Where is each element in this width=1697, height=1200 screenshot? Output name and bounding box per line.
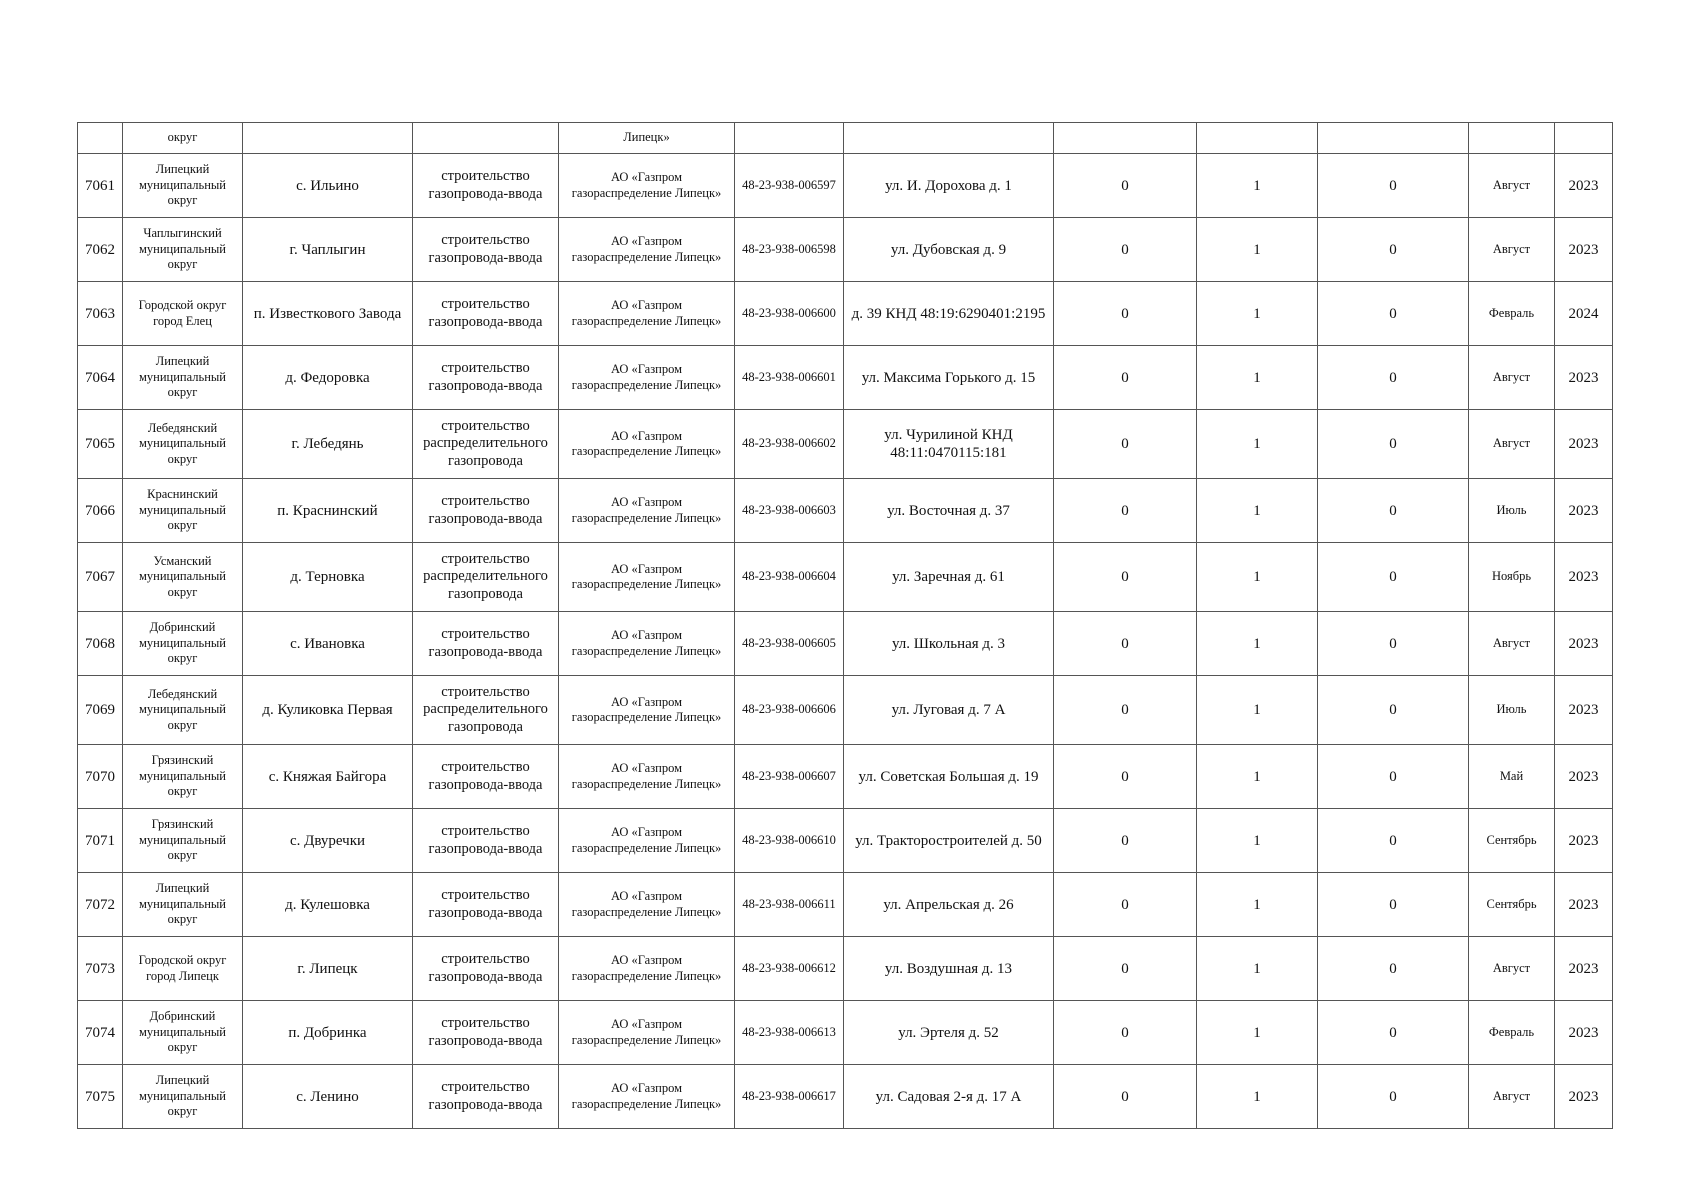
cell-value-1 <box>1054 123 1197 154</box>
cell-work-type: строительство газопровода-ввода <box>413 809 559 873</box>
cell-work-type: строительство газопровода-ввода <box>413 346 559 410</box>
table-row-continued <box>78 123 1613 154</box>
cell-month: Ноябрь <box>1469 543 1555 612</box>
cell-district: Лебедянский муниципальный округ <box>123 410 243 479</box>
gasification-register-table <box>77 122 1613 1129</box>
cell-value-2: 1 <box>1197 410 1318 479</box>
cell-year: 2023 <box>1555 479 1613 543</box>
cell-work-type: строительство газопровода-ввода <box>413 612 559 676</box>
cell-operator: АО «Газпром газораспределение Липецк» <box>559 612 735 676</box>
cell-code: 48-23-938-006598 <box>735 218 844 282</box>
cell-value-3: 0 <box>1318 676 1469 745</box>
cell-address: ул. Дубовская д. 9 <box>844 218 1054 282</box>
cell-operator: АО «Газпром газораспределение Липецк» <box>559 479 735 543</box>
cell-address <box>844 123 1054 154</box>
cell-address: ул. Тракторостроителей д. 50 <box>844 809 1054 873</box>
cell-number: 7065 <box>78 410 123 479</box>
cell-value-1: 0 <box>1054 1001 1197 1065</box>
cell-number: 7061 <box>78 154 123 218</box>
cell-value-3 <box>1318 123 1469 154</box>
cell-district: Липецкий муниципальный округ <box>123 1065 243 1129</box>
cell-code <box>735 123 844 154</box>
cell-settlement: п. Добринка <box>243 1001 413 1065</box>
cell-year: 2023 <box>1555 218 1613 282</box>
cell-operator: АО «Газпром газораспределение Липецк» <box>559 745 735 809</box>
table-row <box>78 809 1613 873</box>
cell-value-2: 1 <box>1197 676 1318 745</box>
cell-number: 7075 <box>78 1065 123 1129</box>
cell-settlement: с. Княжая Байгора <box>243 745 413 809</box>
cell-number: 7067 <box>78 543 123 612</box>
cell-number: 7071 <box>78 809 123 873</box>
cell-work-type <box>413 123 559 154</box>
cell-work-type: строительство газопровода-ввода <box>413 218 559 282</box>
cell-value-1: 0 <box>1054 154 1197 218</box>
cell-value-1: 0 <box>1054 612 1197 676</box>
table-row <box>78 218 1613 282</box>
cell-number: 7064 <box>78 346 123 410</box>
cell-value-3: 0 <box>1318 745 1469 809</box>
cell-code: 48-23-938-006602 <box>735 410 844 479</box>
cell-settlement <box>243 123 413 154</box>
cell-work-type: строительство газопровода-ввода <box>413 154 559 218</box>
cell-value-2: 1 <box>1197 612 1318 676</box>
cell-code: 48-23-938-006607 <box>735 745 844 809</box>
cell-settlement: д. Куликовка Первая <box>243 676 413 745</box>
cell-code: 48-23-938-006612 <box>735 937 844 1001</box>
cell-district: Липецкий муниципальный округ <box>123 873 243 937</box>
cell-value-2: 1 <box>1197 346 1318 410</box>
cell-settlement: г. Чаплыгин <box>243 218 413 282</box>
cell-code: 48-23-938-006597 <box>735 154 844 218</box>
cell-month: Февраль <box>1469 282 1555 346</box>
cell-work-type: строительство распределительного газопровода <box>413 676 559 745</box>
cell-operator: АО «Газпром газораспределение Липецк» <box>559 676 735 745</box>
cell-value-1: 0 <box>1054 410 1197 479</box>
cell-address: ул. Советская Большая д. 19 <box>844 745 1054 809</box>
cell-code: 48-23-938-006605 <box>735 612 844 676</box>
cell-value-1: 0 <box>1054 676 1197 745</box>
cell-year <box>1555 123 1613 154</box>
cell-month: Август <box>1469 218 1555 282</box>
cell-value-2: 1 <box>1197 154 1318 218</box>
cell-value-3: 0 <box>1318 410 1469 479</box>
cell-code: 48-23-938-006610 <box>735 809 844 873</box>
cell-work-type: строительство распределительного газопровода <box>413 410 559 479</box>
cell-district: Липецкий муниципальный округ <box>123 154 243 218</box>
cell-district: Грязинский муниципальный округ <box>123 745 243 809</box>
cell-number: 7068 <box>78 612 123 676</box>
cell-operator: АО «Газпром газораспределение Липецк» <box>559 937 735 1001</box>
cell-value-3: 0 <box>1318 937 1469 1001</box>
cell-address: ул. Луговая д. 7 А <box>844 676 1054 745</box>
table-row <box>78 154 1613 218</box>
cell-work-type: строительство газопровода-ввода <box>413 479 559 543</box>
cell-month: Август <box>1469 1065 1555 1129</box>
cell-address: д. 39 КНД 48:19:6290401:2195 <box>844 282 1054 346</box>
cell-operator: АО «Газпром газораспределение Липецк» <box>559 543 735 612</box>
cell-operator: АО «Газпром газораспределение Липецк» <box>559 873 735 937</box>
cell-value-2: 1 <box>1197 873 1318 937</box>
cell-district: Чаплыгинский муниципальный округ <box>123 218 243 282</box>
cell-value-3: 0 <box>1318 809 1469 873</box>
cell-address: ул. Эртеля д. 52 <box>844 1001 1054 1065</box>
table-row <box>78 479 1613 543</box>
cell-month: Май <box>1469 745 1555 809</box>
cell-code: 48-23-938-006603 <box>735 479 844 543</box>
cell-value-1: 0 <box>1054 1065 1197 1129</box>
cell-settlement: д. Федоровка <box>243 346 413 410</box>
cell-address: ул. Школьная д. 3 <box>844 612 1054 676</box>
cell-value-3: 0 <box>1318 479 1469 543</box>
cell-address: ул. Воздушная д. 13 <box>844 937 1054 1001</box>
table-row <box>78 612 1613 676</box>
cell-address: ул. Чурилиной КНД 48:11:0470115:181 <box>844 410 1054 479</box>
cell-district: Добринский муниципальный округ <box>123 612 243 676</box>
cell-year: 2023 <box>1555 873 1613 937</box>
cell-year: 2023 <box>1555 410 1613 479</box>
cell-settlement: с. Двуречки <box>243 809 413 873</box>
cell-year: 2023 <box>1555 1065 1613 1129</box>
cell-month: Сентябрь <box>1469 809 1555 873</box>
cell-settlement: г. Липецк <box>243 937 413 1001</box>
cell-number: 7074 <box>78 1001 123 1065</box>
cell-district: Добринский муниципальный округ <box>123 1001 243 1065</box>
cell-value-2: 1 <box>1197 218 1318 282</box>
cell-value-1: 0 <box>1054 809 1197 873</box>
cell-value-1: 0 <box>1054 218 1197 282</box>
cell-number <box>78 123 123 154</box>
cell-code: 48-23-938-006600 <box>735 282 844 346</box>
cell-month: Июль <box>1469 479 1555 543</box>
cell-value-2: 1 <box>1197 1065 1318 1129</box>
table-row <box>78 873 1613 937</box>
table-row <box>78 346 1613 410</box>
cell-district: Грязинский муниципальный округ <box>123 809 243 873</box>
cell-settlement: п. Известкового Завода <box>243 282 413 346</box>
cell-year: 2023 <box>1555 1001 1613 1065</box>
cell-value-2: 1 <box>1197 809 1318 873</box>
cell-month <box>1469 123 1555 154</box>
cell-month: Июль <box>1469 676 1555 745</box>
cell-settlement: д. Терновка <box>243 543 413 612</box>
table-row <box>78 676 1613 745</box>
cell-value-2: 1 <box>1197 479 1318 543</box>
cell-settlement: с. Ивановка <box>243 612 413 676</box>
cell-year: 2023 <box>1555 543 1613 612</box>
cell-operator: АО «Газпром газораспределение Липецк» <box>559 154 735 218</box>
cell-operator: АО «Газпром газораспределение Липецк» <box>559 1001 735 1065</box>
cell-operator: АО «Газпром газораспределение Липецк» <box>559 1065 735 1129</box>
cell-value-1: 0 <box>1054 873 1197 937</box>
table-row <box>78 1065 1613 1129</box>
cell-settlement: п. Краснинский <box>243 479 413 543</box>
cell-value-1: 0 <box>1054 479 1197 543</box>
cell-code: 48-23-938-006604 <box>735 543 844 612</box>
cell-code: 48-23-938-006606 <box>735 676 844 745</box>
cell-address: ул. Заречная д. 61 <box>844 543 1054 612</box>
cell-work-type: строительство распределительного газопровода <box>413 543 559 612</box>
cell-value-3: 0 <box>1318 154 1469 218</box>
cell-year: 2023 <box>1555 809 1613 873</box>
cell-work-type: строительство газопровода-ввода <box>413 1001 559 1065</box>
cell-number: 7062 <box>78 218 123 282</box>
cell-number: 7063 <box>78 282 123 346</box>
cell-code: 48-23-938-006611 <box>735 873 844 937</box>
cell-year: 2023 <box>1555 937 1613 1001</box>
cell-value-3: 0 <box>1318 612 1469 676</box>
cell-district: Усманский муниципальный округ <box>123 543 243 612</box>
cell-district: округ <box>123 123 243 154</box>
cell-value-2: 1 <box>1197 543 1318 612</box>
cell-code: 48-23-938-006613 <box>735 1001 844 1065</box>
table-row <box>78 543 1613 612</box>
cell-year: 2023 <box>1555 612 1613 676</box>
cell-work-type: строительство газопровода-ввода <box>413 1065 559 1129</box>
cell-value-3: 0 <box>1318 1001 1469 1065</box>
cell-value-1: 0 <box>1054 282 1197 346</box>
cell-value-2: 1 <box>1197 745 1318 809</box>
cell-month: Август <box>1469 346 1555 410</box>
cell-operator: АО «Газпром газораспределение Липецк» <box>559 282 735 346</box>
cell-operator: АО «Газпром газораспределение Липецк» <box>559 410 735 479</box>
table-body <box>78 123 1613 1129</box>
cell-month: Август <box>1469 154 1555 218</box>
cell-value-2: 1 <box>1197 1001 1318 1065</box>
cell-district: Липецкий муниципальный округ <box>123 346 243 410</box>
cell-settlement: с. Ленино <box>243 1065 413 1129</box>
cell-month: Август <box>1469 612 1555 676</box>
cell-operator: Липецк» <box>559 123 735 154</box>
table-row <box>78 745 1613 809</box>
table-row <box>78 1001 1613 1065</box>
cell-address: ул. Максима Горького д. 15 <box>844 346 1054 410</box>
cell-value-1: 0 <box>1054 745 1197 809</box>
cell-settlement: с. Ильино <box>243 154 413 218</box>
table-row <box>78 937 1613 1001</box>
cell-value-3: 0 <box>1318 873 1469 937</box>
cell-settlement: г. Лебедянь <box>243 410 413 479</box>
cell-work-type: строительство газопровода-ввода <box>413 745 559 809</box>
cell-number: 7070 <box>78 745 123 809</box>
cell-value-3: 0 <box>1318 1065 1469 1129</box>
cell-district: Городской округ город Липецк <box>123 937 243 1001</box>
cell-number: 7069 <box>78 676 123 745</box>
cell-month: Февраль <box>1469 1001 1555 1065</box>
cell-value-2: 1 <box>1197 282 1318 346</box>
cell-number: 7066 <box>78 479 123 543</box>
cell-year: 2024 <box>1555 282 1613 346</box>
cell-value-3: 0 <box>1318 218 1469 282</box>
cell-month: Август <box>1469 937 1555 1001</box>
cell-value-1: 0 <box>1054 937 1197 1001</box>
cell-address: ул. Апрельская д. 26 <box>844 873 1054 937</box>
cell-code: 48-23-938-006601 <box>735 346 844 410</box>
cell-month: Август <box>1469 410 1555 479</box>
cell-number: 7072 <box>78 873 123 937</box>
cell-year: 2023 <box>1555 676 1613 745</box>
cell-value-1: 0 <box>1054 346 1197 410</box>
cell-district: Лебедянский муниципальный округ <box>123 676 243 745</box>
cell-value-3: 0 <box>1318 346 1469 410</box>
cell-month: Сентябрь <box>1469 873 1555 937</box>
cell-work-type: строительство газопровода-ввода <box>413 937 559 1001</box>
cell-operator: АО «Газпром газораспределение Липецк» <box>559 809 735 873</box>
cell-work-type: строительство газопровода-ввода <box>413 873 559 937</box>
cell-address: ул. Восточная д. 37 <box>844 479 1054 543</box>
table-row <box>78 282 1613 346</box>
cell-number: 7073 <box>78 937 123 1001</box>
cell-value-1: 0 <box>1054 543 1197 612</box>
cell-district: Городской округ город Елец <box>123 282 243 346</box>
cell-value-3: 0 <box>1318 282 1469 346</box>
cell-settlement: д. Кулешовка <box>243 873 413 937</box>
table-row <box>78 410 1613 479</box>
cell-operator: АО «Газпром газораспределение Липецк» <box>559 346 735 410</box>
cell-year: 2023 <box>1555 346 1613 410</box>
cell-work-type: строительство газопровода-ввода <box>413 282 559 346</box>
cell-value-2 <box>1197 123 1318 154</box>
cell-address: ул. И. Дорохова д. 1 <box>844 154 1054 218</box>
cell-value-3: 0 <box>1318 543 1469 612</box>
cell-operator: АО «Газпром газораспределение Липецк» <box>559 218 735 282</box>
cell-code: 48-23-938-006617 <box>735 1065 844 1129</box>
cell-value-2: 1 <box>1197 937 1318 1001</box>
cell-address: ул. Садовая 2-я д. 17 А <box>844 1065 1054 1129</box>
cell-year: 2023 <box>1555 745 1613 809</box>
cell-district: Краснинский муниципальный округ <box>123 479 243 543</box>
cell-year: 2023 <box>1555 154 1613 218</box>
